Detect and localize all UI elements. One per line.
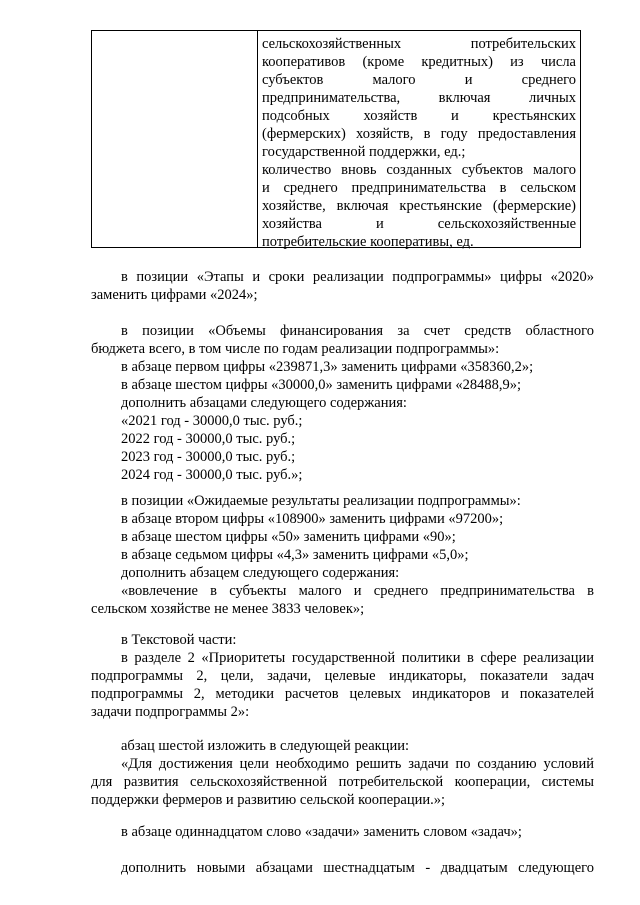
table-line: предпринимательства, включая личных <box>262 90 576 106</box>
text-line: подпрограммы 2, цели, задачи, целевые индикаторы, показатели задач <box>91 668 594 684</box>
text-line: 2022 год - 30000,0 тыс. руб.; <box>121 431 296 447</box>
table-line: потребительские кооперативы, ед. <box>262 234 474 250</box>
table-line: (фермерских) хозяйств, в году предоставления <box>262 126 576 142</box>
table-line: государственной поддержки, ед.; <box>262 144 466 160</box>
text-line: в абзаце шестом цифры «50» заменить цифрами «90»; <box>121 529 456 545</box>
paragraph-text-part <box>91 631 594 721</box>
table-line: количество вновь созданных субъектов малого <box>262 162 576 178</box>
text-line: в позиции «Этапы и сроки реализации подпрограммы» цифры «2020» <box>121 269 594 285</box>
text-line: в абзаце шестом цифры «30000,0» заменить цифрами «28488,9»; <box>121 377 522 393</box>
paragraph-new-paragraphs <box>91 859 594 877</box>
paragraph-sixth <box>91 737 594 809</box>
text-line: «2021 год - 30000,0 тыс. руб.; <box>121 413 303 429</box>
table-right-cell <box>262 35 576 251</box>
text-line: дополнить абзацем следующего содержания: <box>121 565 400 581</box>
text-line: поддержки фермеров и развитию сельской кооперации.»; <box>91 792 446 808</box>
text-line: бюджета всего, в том числе по годам реализации подпрограммы»: <box>91 341 500 357</box>
text-line: абзац шестой изложить в следующей реакции: <box>121 738 409 754</box>
text-line: подпрограммы 2, методики расчетов целевых индикаторов и показателей <box>91 686 594 702</box>
text-line: в абзаце втором цифры «108900» заменить цифрами «97200»; <box>121 511 504 527</box>
text-line: 2023 год - 30000,0 тыс. руб.; <box>121 449 296 465</box>
table-line: подсобных хозяйств и крестьянских <box>262 108 576 124</box>
table-line: кооперативов (кроме кредитных) из числа <box>262 54 576 70</box>
text-line: дополнить абзацами следующего содержания: <box>121 395 407 411</box>
text-line: в позиции «Объемы финансирования за счет средств областного <box>121 323 594 339</box>
table-fragment <box>91 30 581 248</box>
paragraph-stages <box>91 268 594 304</box>
text-line: задачи подпрограммы 2»: <box>91 704 250 720</box>
text-line: сельском хозяйстве не менее 3833 человек»; <box>91 601 365 617</box>
table-line: сельскохозяйственных потребительских <box>262 36 576 52</box>
text-line: «вовлечение в субъекты малого и среднего предпринимательства в <box>121 583 594 599</box>
text-line: в Текстовой части: <box>121 632 237 648</box>
text-line: 2024 год - 30000,0 тыс. руб.»; <box>121 467 303 483</box>
text-line: заменить цифрами «2024»; <box>91 287 258 303</box>
text-line: в абзаце первом цифры «239871,3» заменить цифрами «358360,2»; <box>121 359 534 375</box>
paragraph-financing <box>91 322 594 484</box>
table-line: субъектов малого и среднего <box>262 72 576 88</box>
paragraph-results <box>91 492 594 618</box>
text-line: в разделе 2 «Приоритеты государственной политики в сфере реализации <box>121 650 594 666</box>
text-line: в абзаце седьмом цифры «4,3» заменить цифрами «5,0»; <box>121 547 469 563</box>
text-line: дополнить новыми абзацами шестнадцатым - двадцатым следующего <box>121 860 594 876</box>
text-line: «Для достижения цели необходимо решить задачи по созданию условий <box>121 756 594 772</box>
text-line: в позиции «Ожидаемые результаты реализации подпрограммы»: <box>121 493 521 509</box>
table-line: хозяйства и сельскохозяйственные <box>262 216 576 232</box>
text-line: в абзаце одиннадцатом слово «задачи» заменить словом «задач»; <box>121 824 522 840</box>
table-line: хозяйстве, включая крестьянские (фермерские) <box>262 198 576 214</box>
paragraph-eleventh <box>91 823 594 841</box>
text-line: для развития сельскохозяйственной потребительской кооперации, системы <box>91 774 594 790</box>
table-column-divider <box>257 31 258 247</box>
table-line: и среднего предпринимательства в сельском <box>262 180 576 196</box>
